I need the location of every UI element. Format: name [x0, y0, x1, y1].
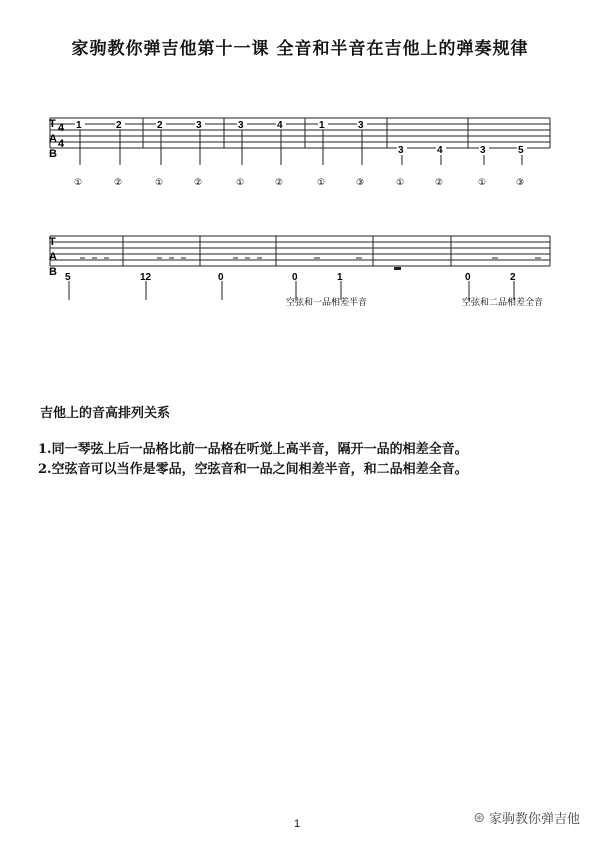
annotation-whole-step: 空弦和二品相差全音 — [462, 298, 544, 308]
finger-number: ② — [194, 178, 203, 188]
fret-number: 4 — [437, 145, 443, 156]
fret-number: 0 — [465, 272, 471, 283]
finger-number: ① — [236, 178, 245, 188]
tab-letter-t: T — [49, 118, 56, 130]
time-signature-top: 4 — [58, 122, 65, 134]
tab-letter-a: A — [49, 251, 57, 263]
fret-number: 1 — [319, 120, 325, 131]
fret-number: 3 — [480, 145, 486, 156]
wechat-icon: ⊛ — [473, 809, 485, 826]
fret-number: 3 — [398, 145, 404, 156]
fret-number: 1 — [337, 272, 343, 283]
tab-system-1 — [49, 118, 550, 188]
tab-letter-b: B — [49, 148, 57, 160]
fret-number: 0 — [292, 272, 298, 283]
fret-number: 3 — [238, 120, 244, 131]
finger-number: ② — [435, 178, 444, 188]
lesson-title: 家驹教你弹吉他第十一课 全音和半音在吉他上的弹奏规律 — [71, 39, 529, 59]
finger-number: ① — [478, 178, 487, 188]
tab-letter-b: B — [49, 266, 57, 278]
finger-number: ① — [74, 178, 83, 188]
fret-number: 5 — [518, 145, 524, 156]
finger-number: ③ — [356, 178, 365, 188]
fret-number: 0 — [218, 272, 224, 283]
finger-number: ② — [275, 178, 284, 188]
time-signature-bottom: 4 — [58, 138, 65, 150]
tab-letter-a: A — [49, 133, 57, 145]
fret-number: 2 — [116, 120, 122, 131]
fret-number: 4 — [277, 120, 283, 131]
watermark-text: 家驹教你弹吉他 — [488, 812, 580, 827]
page-number: 1 — [294, 818, 301, 830]
tab-system-2 — [49, 236, 550, 308]
tab-letter-t: T — [49, 236, 56, 248]
watermark — [473, 808, 580, 827]
finger-number: ① — [396, 178, 405, 188]
fret-number: 5 — [65, 272, 71, 283]
fret-number: 1 — [76, 120, 82, 131]
section-title: 吉他上的音高排列关系 — [40, 406, 171, 421]
finger-number: ③ — [516, 178, 525, 188]
tablature — [0, 0, 600, 380]
rule-1: 1.同一琴弦上后一品格比前一品格在听觉上高半音，隔开一品的相差全音。 — [38, 442, 468, 457]
fret-number: 3 — [196, 120, 202, 131]
fret-number: 3 — [358, 120, 364, 131]
finger-number: ① — [155, 178, 164, 188]
finger-number: ② — [114, 178, 123, 188]
whole-rest-icon — [394, 267, 401, 270]
rule-2: 2.空弦音可以当作是零品，空弦音和一品之间相差半音，和二品相差全音。 — [38, 462, 468, 477]
fret-number: 2 — [510, 272, 516, 283]
finger-number: ① — [317, 178, 326, 188]
fret-number: 12 — [140, 272, 152, 283]
annotation-half-step: 空弦和一品相差半音 — [286, 298, 368, 308]
fret-number: 2 — [157, 120, 163, 131]
